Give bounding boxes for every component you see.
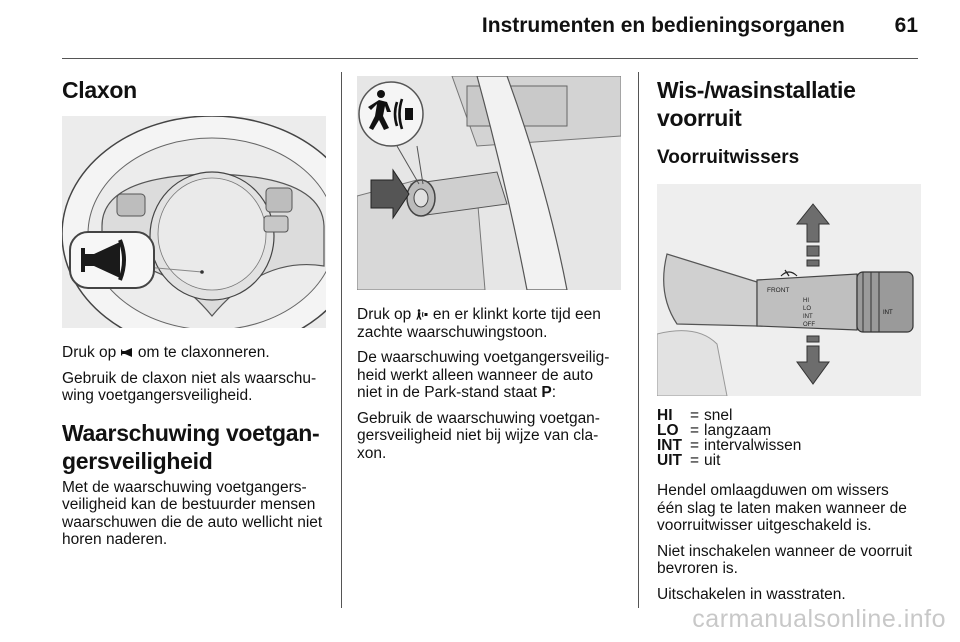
text-line: veiligheid kan de bestuurder mensen bbox=[62, 496, 316, 513]
text-fragment: : bbox=[551, 384, 557, 401]
text-line: waarschuwen die de auto wellicht niet bbox=[62, 513, 323, 531]
legend-eq: = bbox=[690, 407, 700, 424]
claxon-paragraph-1 bbox=[62, 344, 326, 362]
legend-value: langzaam bbox=[704, 422, 772, 439]
text-line: Gebruik de waarschuwing voetgan- bbox=[357, 409, 600, 427]
wiper-subheading: Voorruitwissers bbox=[657, 147, 800, 168]
text-line: Met de waarschuwing voetgangers- bbox=[62, 478, 307, 496]
legend-key: INT bbox=[657, 437, 682, 454]
header-title: Instrumenten en bedieningsorganen bbox=[481, 14, 845, 37]
text-line: één slag te laten maken wanneer de bbox=[657, 499, 907, 517]
text-fragment: Druk op bbox=[357, 306, 412, 323]
pedestrian-warning-icon bbox=[416, 309, 429, 320]
legend-row bbox=[657, 408, 801, 423]
pedestrian-paragraph-2 bbox=[357, 349, 621, 402]
text-line: voorruitwisser uitgeschakeld is. bbox=[657, 517, 872, 534]
text-line: wing voetgangersveiligheid. bbox=[62, 387, 253, 404]
park-position-label: P bbox=[541, 384, 552, 401]
pedestrian-paragraph-3 bbox=[357, 410, 621, 463]
column-2 bbox=[357, 72, 621, 470]
stalk-label-int: INT bbox=[803, 314, 813, 320]
legend-eq: = bbox=[690, 422, 700, 439]
page-number: 61 bbox=[894, 14, 918, 37]
legend-key: HI bbox=[657, 407, 673, 424]
text-fragment: en er klinkt korte tijd een bbox=[432, 306, 601, 323]
text-line: zachte waarschuwingstoon. bbox=[357, 323, 548, 341]
claxon-paragraph-2 bbox=[62, 370, 326, 405]
column-divider-2 bbox=[638, 72, 639, 608]
page-header bbox=[482, 14, 918, 38]
legend-eq: = bbox=[690, 452, 700, 469]
header-rule bbox=[62, 58, 918, 59]
steering-wheel-illustration bbox=[62, 116, 326, 328]
legend-row bbox=[657, 453, 801, 468]
wiper-legend bbox=[657, 408, 801, 468]
text-line: De waarschuwing voetgangersveilig- bbox=[357, 349, 610, 366]
text-line: gersveiligheid niet bij wijze van cla- bbox=[357, 427, 599, 444]
watermark: carmanualsonline.info bbox=[692, 605, 946, 633]
text-line: bevroren is. bbox=[657, 560, 738, 577]
pedestrian-warning-heading bbox=[62, 419, 326, 475]
pedestrian-paragraph-1 bbox=[357, 306, 621, 341]
wiper-paragraph-3: Uitschakelen in wasstraten. bbox=[657, 585, 846, 603]
stalk-label-lo: LO bbox=[803, 306, 812, 312]
stalk-label-front: FRONT bbox=[767, 287, 790, 294]
stalk-label-int-ring: INT bbox=[883, 310, 893, 316]
legend-row bbox=[657, 438, 801, 453]
heading-line: gersveiligheid bbox=[62, 447, 213, 474]
text-fragment: niet in de Park-stand staat bbox=[357, 384, 538, 401]
text-line: Hendel omlaagduwen om wissers bbox=[657, 482, 889, 499]
legend-value: uit bbox=[704, 452, 721, 469]
legend-value: snel bbox=[704, 407, 733, 424]
text-line: heid werkt alleen wanneer de auto bbox=[357, 366, 594, 384]
wiper-heading: Wis-/wasinstallatie voorruit bbox=[657, 77, 856, 131]
legend-eq: = bbox=[690, 437, 700, 454]
wiper-stalk-illustration bbox=[657, 184, 921, 396]
text-line: horen naderen. bbox=[62, 531, 168, 548]
column-3 bbox=[657, 72, 921, 611]
wiper-paragraph-1 bbox=[657, 482, 921, 535]
legend-key: UIT bbox=[657, 452, 682, 469]
stalk-label-hi: HI bbox=[803, 298, 809, 304]
legend-row bbox=[657, 423, 801, 438]
text-line: Gebruik de claxon niet als waarschu- bbox=[62, 369, 317, 387]
column-1 bbox=[62, 72, 326, 557]
pedestrian-warning-paragraph bbox=[62, 479, 326, 549]
legend-key: LO bbox=[657, 422, 679, 439]
text-line: Niet inschakelen wanneer de voorruit bbox=[657, 542, 913, 560]
text-fragment: om te claxonneren. bbox=[137, 344, 270, 361]
legend-value: intervalwissen bbox=[704, 437, 802, 454]
wiper-paragraph-2 bbox=[657, 543, 921, 578]
heading-line: Waarschuwing voetgan- bbox=[62, 419, 320, 446]
claxon-heading: Claxon bbox=[62, 77, 137, 103]
horn-icon bbox=[121, 347, 134, 358]
pedestrian-button-illustration bbox=[357, 76, 621, 290]
column-divider-1 bbox=[341, 72, 342, 608]
text-line: xon. bbox=[357, 444, 387, 462]
text-fragment: Druk op bbox=[62, 344, 117, 361]
stalk-label-off: OFF bbox=[803, 322, 815, 328]
